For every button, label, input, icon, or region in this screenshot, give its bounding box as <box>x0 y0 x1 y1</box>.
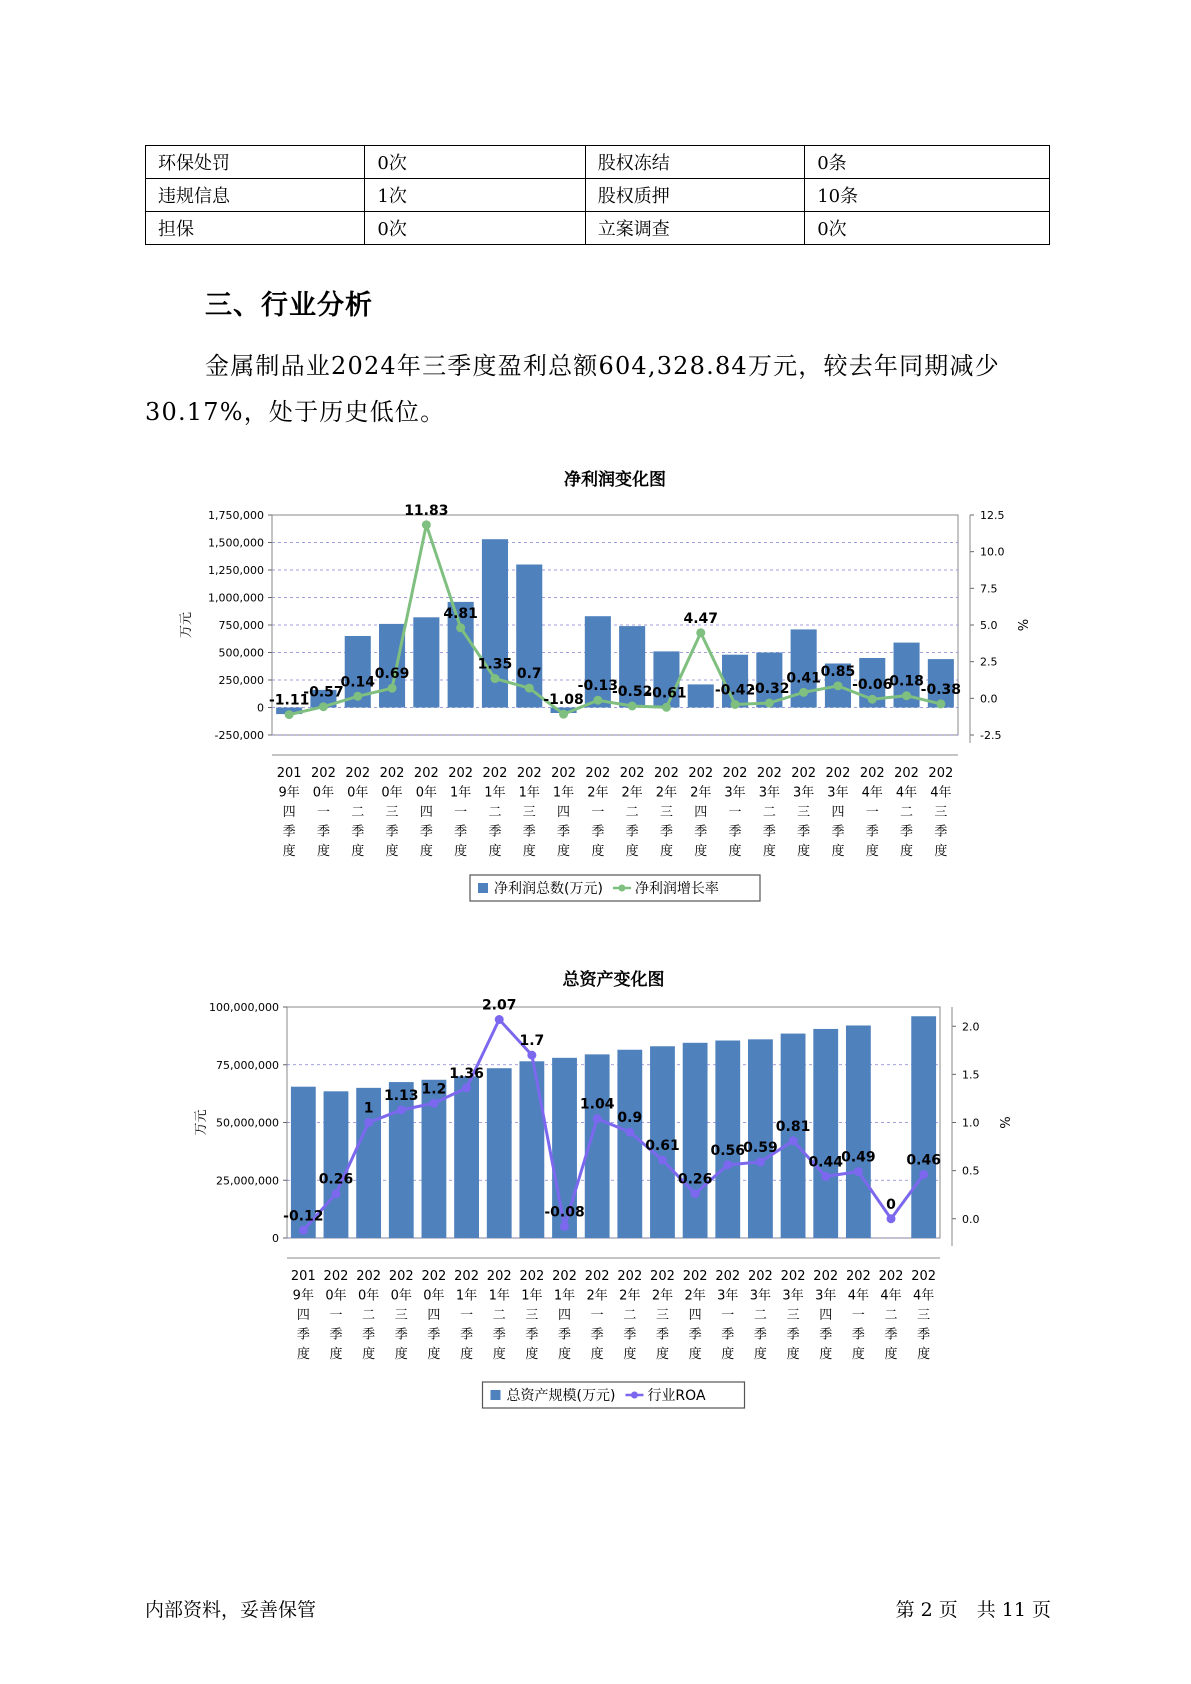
line-point <box>422 520 431 529</box>
data-label: -0.61 <box>646 685 687 702</box>
y-axis-label: 万元 <box>179 611 194 639</box>
x-tick-label: 202 4年二季度 <box>878 1269 904 1362</box>
table-row <box>146 212 1050 245</box>
data-label: 0.46 <box>906 1152 941 1169</box>
y2-tick-label: 0.5 <box>962 1164 980 1178</box>
bar <box>813 1029 838 1238</box>
line-point <box>364 1118 373 1127</box>
line-point <box>331 1189 340 1198</box>
bar <box>487 1068 512 1238</box>
x-tick-label: 202 4年三季度 <box>928 766 954 859</box>
table-row <box>146 179 1050 212</box>
x-tick-label: 202 0年三季度 <box>388 1269 414 1362</box>
bar <box>781 1034 806 1238</box>
x-tick-label: 202 2年四季度 <box>682 1269 708 1362</box>
x-tick-label: 201 9年四季度 <box>276 766 302 859</box>
line-point <box>765 699 774 708</box>
x-tick-label: 202 0年一季度 <box>311 766 336 859</box>
data-label: -0.13 <box>577 678 619 695</box>
risk-info-table <box>145 145 1050 245</box>
x-tick-label: 202 4年一季度 <box>859 766 885 859</box>
line-point <box>397 1105 406 1114</box>
line-point <box>833 681 842 690</box>
table-label-cell: 违规信息 <box>146 179 365 212</box>
x-tick-label: 202 4年三季度 <box>911 1269 937 1362</box>
x-tick-label: 202 1年二季度 <box>486 1269 512 1362</box>
x-tick-label: 202 3年四季度 <box>825 766 851 859</box>
y-tick-label: 1,750,000 <box>208 509 264 522</box>
y2-tick-label: 2.0 <box>962 1020 980 1034</box>
data-label: 4.81 <box>443 605 478 622</box>
data-label: 0.61 <box>645 1138 680 1155</box>
bar <box>683 1043 708 1238</box>
bar <box>748 1039 773 1238</box>
y2-tick-label: 12.5 <box>980 509 1005 522</box>
line-point <box>527 1051 536 1060</box>
data-label: -0.08 <box>544 1204 585 1221</box>
data-label: 1.04 <box>579 1096 615 1113</box>
data-label: 0.81 <box>775 1118 811 1135</box>
x-tick-label: 202 3年二季度 <box>748 1269 773 1362</box>
x-tick-label: 202 2年三季度 <box>654 766 679 859</box>
y-tick-label: 25,000,000 <box>216 1174 279 1188</box>
x-tick-label: 202 0年一季度 <box>323 1269 349 1362</box>
y-tick-label: 1,500,000 <box>208 536 264 550</box>
x-tick-label: 202 1年四季度 <box>551 766 576 859</box>
legend-bar-swatch <box>478 883 488 893</box>
x-tick-label: 202 0年四季度 <box>421 1269 447 1362</box>
bar <box>617 1050 642 1238</box>
line-point <box>821 1172 830 1181</box>
line-point <box>902 691 911 700</box>
line-point <box>299 1226 308 1235</box>
x-tick-label: 202 1年三季度 <box>516 766 542 859</box>
legend-label: 净利润总数(万元) <box>494 881 603 897</box>
line-point <box>731 700 740 709</box>
bar <box>519 1061 544 1238</box>
data-label: 0.9 <box>617 1110 643 1127</box>
data-label: 0.7 <box>516 666 542 683</box>
data-label: -0.42 <box>714 682 756 699</box>
y-tick-label: 0 <box>257 701 264 715</box>
x-tick-label: 202 2年二季度 <box>617 1269 643 1362</box>
legend-label: 总资产规模(万元) <box>506 1388 616 1404</box>
x-tick-label: 202 0年二季度 <box>345 766 371 859</box>
y2-tick-label: 1.5 <box>962 1068 980 1082</box>
table-label-cell: 担保 <box>146 212 365 245</box>
x-tick-label: 202 2年一季度 <box>585 766 611 859</box>
data-label: 0.59 <box>743 1139 778 1156</box>
x-tick-label: 202 4年二季度 <box>894 766 919 859</box>
data-label: 1.35 <box>477 656 513 673</box>
x-tick-label: 202 1年四季度 <box>552 1269 577 1362</box>
x-tick-label: 202 1年三季度 <box>519 1269 545 1362</box>
y2-tick-label: 2.5 <box>980 655 998 669</box>
line-point <box>756 1157 765 1166</box>
y-tick-label: -250,000 <box>214 729 264 742</box>
line-point <box>495 1015 504 1024</box>
x-tick-label: 202 2年四季度 <box>688 766 714 859</box>
line-point <box>936 699 945 708</box>
data-label: -0.32 <box>749 681 790 698</box>
net-profit-chart <box>0 455 1191 915</box>
line-point <box>525 684 534 693</box>
data-label: 1.36 <box>449 1065 484 1082</box>
data-label: 0.56 <box>710 1142 746 1159</box>
data-label: -0.12 <box>283 1208 324 1225</box>
line-point <box>799 688 808 697</box>
line-point <box>887 1214 896 1223</box>
line-point <box>723 1160 732 1169</box>
data-label: 1.2 <box>421 1081 447 1098</box>
chart-title: 总资产变化图 <box>562 970 665 990</box>
line-point <box>696 628 705 637</box>
y-tick-label: 100,000,000 <box>209 1001 279 1014</box>
legend-line-swatch-dot <box>631 1392 638 1399</box>
table-label-cell: 环保处罚 <box>146 146 365 179</box>
data-label: 0.41 <box>786 670 821 687</box>
y-tick-label: 75,000,000 <box>216 1058 279 1072</box>
table-value-cell: 1次 <box>365 179 585 212</box>
line-point <box>559 710 568 719</box>
section-title: 三、行业分析 <box>205 290 373 321</box>
table-row <box>146 146 1050 179</box>
data-label: 4.47 <box>683 610 719 627</box>
bar <box>389 1082 414 1238</box>
x-tick-label: 202 2年一季度 <box>584 1269 610 1362</box>
data-label: 0.26 <box>318 1171 354 1188</box>
bar <box>454 1076 479 1238</box>
y2-tick-label: 0.0 <box>980 692 998 706</box>
line-point <box>691 1189 700 1198</box>
x-tick-label: 202 3年一季度 <box>715 1269 741 1362</box>
line-point <box>625 1128 634 1137</box>
data-label: -0.06 <box>852 677 893 694</box>
data-label: -0.52 <box>611 683 653 700</box>
x-tick-label: 202 3年二季度 <box>756 766 782 859</box>
data-label: 0.44 <box>808 1154 843 1171</box>
x-tick-label: 202 3年三季度 <box>780 1269 806 1362</box>
y-tick-label: 250,000 <box>218 674 264 687</box>
data-label: 0 <box>886 1196 896 1213</box>
line-point <box>662 703 671 712</box>
footer-confidential: 内部资料，妥善保管 <box>145 1599 317 1621</box>
x-tick-label: 202 3年一季度 <box>722 766 748 859</box>
line-point <box>658 1156 667 1165</box>
legend-label: 净利润增长率 <box>634 881 719 897</box>
x-tick-label: 202 1年一季度 <box>454 1269 479 1362</box>
x-tick-label: 202 2年二季度 <box>619 766 645 859</box>
x-tick-label: 202 3年四季度 <box>813 1269 839 1362</box>
y-tick-label: 1,000,000 <box>208 591 264 605</box>
table-value-cell: 0次 <box>365 212 585 245</box>
line-point <box>490 674 499 683</box>
table-label-cell: 立案调查 <box>585 212 804 245</box>
line-point <box>462 1083 471 1092</box>
legend-bar-swatch <box>491 1390 501 1400</box>
data-label: -1.08 <box>543 692 584 709</box>
data-label: 1.7 <box>519 1033 545 1050</box>
bar <box>715 1040 740 1238</box>
line-point <box>854 1167 863 1176</box>
line-point <box>919 1170 928 1179</box>
bar <box>413 617 439 707</box>
data-label: 0.26 <box>677 1171 713 1188</box>
y2-tick-label: 10.0 <box>980 545 1005 559</box>
x-tick-label: 202 0年二季度 <box>356 1269 382 1362</box>
y2-tick-label: 7.5 <box>980 582 998 596</box>
bar <box>722 655 748 708</box>
line-point <box>388 684 397 693</box>
line-point <box>285 710 294 719</box>
data-label: 11.83 <box>404 502 449 519</box>
y2-tick-label: -2.5 <box>980 729 1002 742</box>
x-tick-label: 202 0年三季度 <box>379 766 405 859</box>
line-point <box>789 1136 798 1145</box>
data-label: 2.07 <box>481 997 517 1014</box>
x-tick-label: 202 0年四季度 <box>413 766 439 859</box>
table-label-cell: 股权质押 <box>585 179 804 212</box>
x-tick-label: 202 1年一季度 <box>448 766 474 859</box>
y-tick-label: 500,000 <box>218 646 264 660</box>
legend-label: 行业ROA <box>647 1388 706 1404</box>
line-point <box>456 623 465 632</box>
line-point <box>628 701 637 710</box>
footer-page-number: 第 2 页 共 11 页 <box>895 1599 1051 1621</box>
y-tick-label: 750,000 <box>218 619 264 632</box>
y2-tick-label: 1.0 <box>962 1116 980 1130</box>
y-tick-label: 0 <box>272 1232 279 1245</box>
x-tick-label: 202 4年一季度 <box>845 1269 871 1362</box>
bar <box>846 1025 871 1238</box>
y2-axis-label: % <box>1014 618 1029 632</box>
data-label: -0.38 <box>920 681 962 698</box>
table-value-cell: 10条 <box>805 179 1050 212</box>
x-tick-label: 202 1年二季度 <box>482 766 508 859</box>
data-label: -1.11 <box>268 692 310 709</box>
line-point <box>560 1222 569 1231</box>
bar <box>911 1016 936 1238</box>
x-tick-label: 202 2年三季度 <box>650 1269 675 1362</box>
table-value-cell: 0次 <box>365 146 585 179</box>
line-point <box>319 702 328 711</box>
x-tick-label: 202 3年三季度 <box>791 766 817 859</box>
bar <box>324 1091 349 1238</box>
y2-tick-label: 5.0 <box>980 619 998 632</box>
table-value-cell: 0次 <box>805 212 1050 245</box>
data-label: 0.69 <box>374 666 410 683</box>
y2-tick-label: 0.0 <box>962 1212 980 1226</box>
data-label: 0.18 <box>889 673 924 690</box>
section-paragraph: 金属制品业2024年三季度盈利总额604,328.84万元，较去年同期减少30.17%，处于历史低位。 <box>145 352 1000 426</box>
legend-line-swatch-dot <box>618 885 625 892</box>
line-point <box>429 1099 438 1108</box>
line-point <box>593 696 602 705</box>
data-label: 0.49 <box>841 1149 876 1166</box>
table-value-cell: 0条 <box>805 146 1050 179</box>
table-label-cell: 股权冻结 <box>585 146 804 179</box>
y-tick-label: 1,250,000 <box>208 564 264 577</box>
data-label: -0.57 <box>303 684 344 701</box>
y-tick-label: 50,000,000 <box>216 1116 279 1130</box>
data-label: 1 <box>363 1100 374 1117</box>
data-label: 1.13 <box>384 1087 419 1104</box>
chart-title: 净利润变化图 <box>564 470 666 490</box>
y-axis-label: 万元 <box>194 1109 209 1136</box>
line-point <box>868 695 877 704</box>
bar <box>688 684 714 707</box>
data-label: 0.85 <box>820 663 856 680</box>
x-tick-label: 201 9年四季度 <box>290 1269 316 1362</box>
data-label: 0.14 <box>340 674 376 691</box>
line-point <box>353 692 362 701</box>
total-assets-chart <box>0 955 1191 1415</box>
y2-axis-label: % <box>996 1116 1011 1129</box>
line-point <box>593 1114 602 1123</box>
